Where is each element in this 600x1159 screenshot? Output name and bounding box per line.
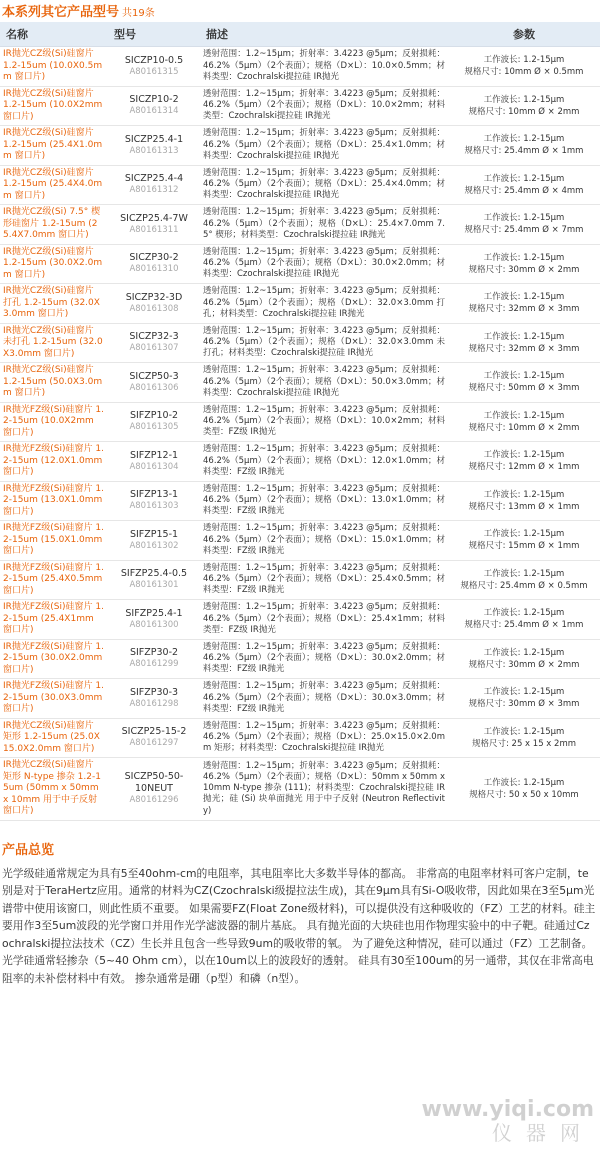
overview-title: 产品总览 (2, 842, 55, 858)
table-row (0, 284, 600, 324)
param-wavelength: 工作波长: 1.2-15μm (483, 410, 565, 421)
product-name-link[interactable]: IR抛光CZ级(Si)硅窗片 矩形 N-type 掺杂 1.2-15um (50mm x 50mm x 10mm 用于中子反射窗口片) (0, 758, 108, 821)
table-row (0, 363, 600, 403)
product-code: A80161298 (129, 698, 179, 709)
product-description: 透射范围：1.2~15μm；折射率：3.4223 @5μm；反射损耗：46.2%（5μm）（2个表面）；规格（D×L）：30.0×2.0mm；材料类型：FZ级 IR抛光 (200, 639, 448, 679)
product-description: 透射范围：1.2~15μm；折射率：3.4223 @5μm；反射损耗：46.2%（5μm）（2个表面）；规格（D×L）：10.0×2mm；材料类型：Czochralski提拉硅 IR抛光 (200, 86, 448, 126)
product-description: 透射范围：1.2~15μm；折射率：3.4223 @5μm；反射损耗：46.2%（5μm）（2个表面）；规格（D×L）：30.0×3.0mm；材料类型：FZ级 IR抛光 (200, 679, 448, 719)
param-size: 规格尺寸: 25.4mm Ø × 7mm (464, 225, 584, 236)
product-name-link[interactable]: IR抛光FZ级(Si)硅窗片 1.2-15um (25.4X0.5mm 窗口片) (0, 560, 108, 600)
product-description: 透射范围：1.2~15μm；折射率：3.4223 @5μm；反射损耗：46.2%（5μm）（2个表面）；规格（D×L）：10.0×2mm；材料类型：FZ级 IR抛光 (200, 402, 448, 442)
param-size: 规格尺寸: 10mm Ø × 0.5mm (464, 67, 584, 78)
watermark-url: www.yiqi.com (421, 1097, 594, 1122)
param-wavelength: 工作波长: 1.2-15μm (483, 726, 565, 737)
product-model: SICZP25-15-2 (121, 726, 187, 738)
param-size: 规格尺寸: 25.4mm Ø × 0.5mm (460, 580, 588, 591)
product-code: A80161299 (129, 659, 179, 670)
product-model-cell (108, 442, 200, 482)
param-wavelength: 工作波长: 1.2-15μm (483, 371, 565, 382)
param-wavelength: 工作波长: 1.2-15μm (483, 213, 565, 224)
overview-header (0, 839, 600, 861)
table-row (0, 86, 600, 126)
product-name-link[interactable]: IR抛光CZ级(Si) 7.5° 楔形硅窗片 1.2-15um (25.4X7.0mm 窗口片) (0, 205, 108, 245)
product-model-cell (108, 560, 200, 600)
product-params-cell (448, 560, 600, 600)
product-code: A80161300 (129, 619, 179, 630)
product-description: 透射范围：1.2~15μm；折射率：3.4223 @5μm；反射损耗：46.2%（5μm）（2个表面）；规格（D×L）：32.0×3.0mm 打孔；材料类型：Czochralski提拉硅 IR抛光 (200, 284, 448, 324)
product-description: 透射范围：1.2~15μm；折射率：3.4223 @5μm；反射损耗：46.2%（5μm）（2个表面）；规格（D×L）：25.0×15.0×2.0mm 矩形；材料类型：Czochralski提拉硅 IR抛光 (200, 718, 448, 758)
param-wavelength: 工作波长: 1.2-15μm (483, 94, 565, 105)
param-wavelength: 工作波长: 1.2-15μm (483, 450, 565, 461)
product-params-cell (448, 679, 600, 719)
param-wavelength: 工作波长: 1.2-15μm (483, 777, 565, 788)
table-row (0, 521, 600, 561)
product-model: SICZP25.4-7W (120, 212, 188, 224)
product-model-cell (108, 758, 200, 821)
product-description: 透射范围：1.2~15μm；折射率：3.4223 @5μm；反射损耗：46.2%（5μm）（2个表面）；规格（D×L）：13.0×1.0mm；材料类型：FZ级 IR抛光 (200, 481, 448, 521)
product-model: SICZP50-50-10NEUT (124, 771, 184, 795)
product-code: A80161314 (129, 106, 179, 117)
param-size: 规格尺寸: 25.4mm Ø × 1mm (464, 146, 584, 157)
product-description: 透射范围：1.2~15μm；折射率：3.4223 @5μm；反射损耗：46.2%（5μm）（2个表面）；规格（D×L）：25.4×1mm；材料类型：FZ级 IR抛光 (200, 600, 448, 640)
product-code: A80161297 (129, 738, 179, 749)
product-code: A80161310 (129, 264, 179, 275)
param-wavelength: 工作波长: 1.2-15μm (483, 687, 565, 698)
table-row (0, 600, 600, 640)
product-code: A80161315 (129, 66, 179, 77)
product-name-link[interactable]: IR抛光FZ级(Si)硅窗片 1.2-15um (30.0X3.0mm 窗口片) (0, 679, 108, 719)
col-desc-header: 描述 (200, 22, 448, 47)
param-wavelength: 工作波长: 1.2-15μm (483, 647, 565, 658)
param-wavelength: 工作波长: 1.2-15μm (483, 331, 565, 342)
product-code: A80161303 (129, 501, 179, 512)
product-name-link[interactable]: IR抛光CZ级(Si)硅窗片 1.2-15um (30.0X2.0mm 窗口片) (0, 244, 108, 284)
product-model: SIFZP25.4-0.5 (120, 568, 188, 580)
product-model-cell (108, 86, 200, 126)
product-model: SIFZP13-1 (129, 489, 179, 501)
table-row (0, 679, 600, 719)
product-model-cell (108, 323, 200, 363)
product-model-cell (108, 205, 200, 245)
product-description: 透射范围：1.2~15μm；折射率：3.4223 @5μm；反射损耗：46.2%（5μm）（2个表面）；规格（D×L）：25.4×7.0mm 7.5° 楔形；材料类型：Czochralski提拉硅 IR抛光 (200, 205, 448, 245)
param-wavelength: 工作波长: 1.2-15μm (483, 489, 565, 500)
product-name-link[interactable]: IR抛光CZ级(Si)硅窗片 1.2-15um (10.0X0.5mm 窗口片) (0, 47, 108, 87)
product-description: 透射范围：1.2~15μm；折射率：3.4223 @5μm；反射损耗：46.2%（5μm）（2个表面）；规格（D×L）：25.4×4.0mm；材料类型：Czochralski提拉硅 IR抛光 (200, 165, 448, 205)
product-params-cell (448, 86, 600, 126)
product-params-cell (448, 718, 600, 758)
product-table (0, 22, 600, 821)
product-name-link[interactable]: IR抛光FZ级(Si)硅窗片 1.2-15um (15.0X1.0mm 窗口片) (0, 521, 108, 561)
product-params-cell (448, 639, 600, 679)
table-header-row (0, 22, 600, 47)
product-description: 透射范围：1.2~15μm；折射率：3.4223 @5μm；反射损耗：46.2%（5μm）（2个表面）；规格（D×L）：25.4×0.5mm；材料类型：FZ级 IR抛光 (200, 560, 448, 600)
table-row (0, 402, 600, 442)
product-name-link[interactable]: IR抛光CZ级(Si)硅窗片 1.2-15um (50.0X3.0mm 窗口片) (0, 363, 108, 403)
product-model: SICZP30-2 (129, 252, 179, 264)
param-wavelength: 工作波长: 1.2-15μm (483, 292, 565, 303)
product-model-cell (108, 165, 200, 205)
product-description: 透射范围：1.2~15μm；折射率：3.4223 @5μm；反射损耗：46.2%（5μm）（2个表面）；规格（D×L）：30.0×2.0mm；材料类型：Czochralski提拉硅 IR抛光 (200, 244, 448, 284)
product-code: A80161307 (129, 343, 179, 354)
product-model: SIFZP30-2 (129, 647, 179, 659)
product-params-cell (448, 600, 600, 640)
product-model: SICZP25.4-1 (124, 133, 184, 145)
product-model-cell (108, 47, 200, 87)
watermark-logo-text: 仪器网 (492, 1121, 594, 1145)
product-params-cell (448, 47, 600, 87)
table-row (0, 244, 600, 284)
product-code: A80161313 (129, 145, 179, 156)
product-params-cell (448, 284, 600, 324)
product-model: SICZP25.4-4 (124, 173, 184, 185)
table-row (0, 126, 600, 166)
product-code: A80161311 (129, 224, 179, 235)
product-model: SICZP10-0.5 (124, 54, 184, 66)
param-size: 规格尺寸: 30mm Ø × 2mm (468, 264, 580, 275)
product-model-cell (108, 481, 200, 521)
table-row (0, 47, 600, 87)
product-name-link[interactable]: IR抛光CZ级(Si)硅窗片 1.2-15um (25.4X4.0mm 窗口片) (0, 165, 108, 205)
table-row (0, 442, 600, 482)
product-params-cell (448, 244, 600, 284)
table-row (0, 758, 600, 821)
table-row (0, 718, 600, 758)
col-params-header: 参数 (448, 22, 600, 47)
product-description: 透射范围：1.2~15μm；折射率：3.4223 @5μm；反射损耗：46.2%（5μm）（2个表面）；规格（D×L）：10.0×0.5mm；材料类型：Czochralski提拉硅 IR抛光 (200, 47, 448, 87)
product-model-cell (108, 402, 200, 442)
product-model: SICZP50-3 (129, 370, 179, 382)
product-params-cell (448, 481, 600, 521)
param-size: 规格尺寸: 32mm Ø × 3mm (468, 343, 580, 354)
param-size: 规格尺寸: 25.4mm Ø × 1mm (464, 620, 584, 631)
product-code: A80161296 (129, 795, 179, 806)
product-name-link[interactable]: IR抛光FZ级(Si)硅窗片 1.2-15um (13.0X1.0mm 窗口片) (0, 481, 108, 521)
product-model-cell (108, 600, 200, 640)
param-size: 规格尺寸: 25 x 15 x 2mm (471, 738, 577, 749)
param-size: 规格尺寸: 15mm Ø × 1mm (468, 541, 580, 552)
table-row (0, 165, 600, 205)
product-params-cell (448, 442, 600, 482)
col-name-header: 名称 (0, 22, 108, 47)
product-name-link[interactable]: IR抛光CZ级(Si)硅窗片 矩形 1.2-15um (25.0X15.0X2.0mm 窗口片) (0, 718, 108, 758)
param-wavelength: 工作波长: 1.2-15μm (483, 134, 565, 145)
product-model-cell (108, 244, 200, 284)
product-model-cell (108, 126, 200, 166)
product-code: A80161305 (129, 422, 179, 433)
table-row (0, 205, 600, 245)
product-params-cell (448, 126, 600, 166)
product-model: SICZP10-2 (129, 94, 179, 106)
param-wavelength: 工作波长: 1.2-15μm (483, 55, 565, 66)
product-model: SICZP32-3D (125, 291, 183, 303)
site-watermark (421, 1099, 594, 1145)
param-size: 规格尺寸: 10mm Ø × 2mm (468, 106, 580, 117)
product-model: SIFZP10-2 (129, 410, 179, 422)
product-code: A80161302 (129, 540, 179, 551)
table-row (0, 639, 600, 679)
product-model: SIFZP25.4-1 (125, 607, 183, 619)
product-name-link[interactable]: IR抛光CZ级(Si)硅窗片 打孔 1.2-15um (32.0X3.0mm 窗口片) (0, 284, 108, 324)
series-count[interactable]: 共19条 (122, 8, 155, 19)
product-name-link[interactable]: IR抛光FZ级(Si)硅窗片 1.2-15um (12.0X1.0mm 窗口片) (0, 442, 108, 482)
product-name-link[interactable]: IR抛光FZ级(Si)硅窗片 1.2-15um (25.4X1mm 窗口片) (0, 600, 108, 640)
product-rows (0, 47, 600, 821)
product-name-link[interactable]: IR抛光FZ级(Si)硅窗片 1.2-15um (30.0X2.0mm 窗口片) (0, 639, 108, 679)
product-name-link[interactable]: IR抛光FZ级(Si)硅窗片 1.2-15um (10.0X2mm 窗口片) (0, 402, 108, 442)
product-model-cell (108, 718, 200, 758)
param-size: 规格尺寸: 50 x 50 x 10mm (469, 789, 579, 800)
product-code: A80161304 (129, 461, 179, 472)
product-model-cell (108, 521, 200, 561)
product-name-link[interactable]: IR抛光CZ级(Si)硅窗片 1.2-15um (25.4X1.0mm 窗口片) (0, 126, 108, 166)
product-description: 透射范围：1.2~15μm；折射率：3.4223 @5μm；反射损耗：46.2%（5μm）（2个表面）；规格（D×L）：50mm x 50mm x 10mm N-type 掺杂 (111)；材料类型：Czochralski提拉硅 IR抛光；硅 (Si) 块单面抛光 用于中子反射 (Neutron Reflectivity) (200, 758, 448, 821)
product-params-cell (448, 521, 600, 561)
table-row (0, 560, 600, 600)
product-params-cell (448, 323, 600, 363)
param-size: 规格尺寸: 30mm Ø × 3mm (468, 699, 580, 710)
product-name-link[interactable]: IR抛光CZ级(Si)硅窗片 未打孔 1.2-15um (32.0X3.0mm 窗口片) (0, 323, 108, 363)
product-description: 透射范围：1.2~15μm；折射率：3.4223 @5μm；反射损耗：46.2%（5μm）（2个表面）；规格（D×L）：25.4×1.0mm；材料类型：Czochralski提拉硅 IR抛光 (200, 126, 448, 166)
product-code: A80161306 (129, 382, 179, 393)
product-params-cell (448, 758, 600, 821)
product-model: SIFZP15-1 (129, 528, 179, 540)
col-model-header: 型号 (108, 22, 200, 47)
table-row (0, 481, 600, 521)
param-size: 规格尺寸: 12mm Ø × 1mm (468, 462, 580, 473)
product-model-cell (108, 639, 200, 679)
product-model: SIFZP12-1 (129, 449, 179, 461)
product-code: A80161301 (129, 580, 179, 591)
product-params-cell (448, 165, 600, 205)
param-wavelength: 工作波长: 1.2-15μm (483, 568, 565, 579)
param-size: 规格尺寸: 25.4mm Ø × 4mm (464, 185, 584, 196)
product-description: 透射范围：1.2~15μm；折射率：3.4223 @5μm；反射损耗：46.2%（5μm）（2个表面）；规格（D×L）：15.0×1.0mm；材料类型：FZ级 IR抛光 (200, 521, 448, 561)
param-wavelength: 工作波长: 1.2-15μm (483, 173, 565, 184)
series-header (0, 0, 600, 22)
product-params-cell (448, 363, 600, 403)
product-model: SIFZP30-3 (129, 686, 179, 698)
overview-text: 光学级硅通常规定为具有5至40ohm-cm的电阻率，其电阻率比大多数半导体的都高。 非常高的电阻率材料可客户定制，te别是对于TeraHertz应用。通常的材料为CZ(Czochralski级提拉法生成)，其在9μm具有Si-O吸收带，因此如果在3至5μm光谱带中使用该窗口，则此性质不重要。 如果需要FZ(Float Zone级材料)，可以提供没有这种吸收的（FZ）工艺的材料。硅主要用作3至5um波段的光学窗口并用作光学滤波器的制片基底。 具有抛光面的大块硅也用作物理实验中的中子靶。硅通过Czochralski提拉法技术（CZ）生长并且包含一些导致9um的吸收带的氧。 为了避免这种情况，硅可以通过（FZ）工艺制备。 光学硅通常轻掺杂（5~40 Ohm cm），以在10um以上的波段好的透射。 硅具有30至100um的另一通带，其仅在非常高电阻率的未补偿材料中有效。 掺杂通常是硼（p型）和磷（n型）。 (2, 866, 596, 985)
product-model: SICZP32-3 (129, 331, 179, 343)
product-model-cell (108, 679, 200, 719)
param-wavelength: 工作波长: 1.2-15μm (483, 529, 565, 540)
product-name-link[interactable]: IR抛光CZ级(Si)硅窗片 1.2-15um (10.0X2mm 窗口片) (0, 86, 108, 126)
product-code: A80161308 (129, 303, 179, 314)
product-params-cell (448, 205, 600, 245)
product-description: 透射范围：1.2~15μm；折射率：3.4223 @5μm；反射损耗：46.2%（5μm）（2个表面）；规格（D×L）：50.0×3.0mm；材料类型：Czochralski提拉硅 IR抛光 (200, 363, 448, 403)
product-description: 透射范围：1.2~15μm；折射率：3.4223 @5μm；反射损耗：46.2%（5μm）（2个表面）；规格（D×L）：32.0×3.0mm 未打孔；材料类型：Czochralski提拉硅 IR抛光 (200, 323, 448, 363)
param-size: 规格尺寸: 10mm Ø × 2mm (468, 422, 580, 433)
param-size: 规格尺寸: 13mm Ø × 1mm (468, 501, 580, 512)
series-title: 本系列其它产品型号 (2, 5, 120, 20)
product-code: A80161312 (129, 185, 179, 196)
param-size: 规格尺寸: 50mm Ø × 3mm (468, 383, 580, 394)
product-description: 透射范围：1.2~15μm；折射率：3.4223 @5μm；反射损耗：46.2%（5μm）（2个表面）；规格（D×L）：12.0×1.0mm；材料类型：FZ级 IR抛光 (200, 442, 448, 482)
product-model-cell (108, 363, 200, 403)
param-wavelength: 工作波长: 1.2-15μm (483, 252, 565, 263)
param-size: 规格尺寸: 30mm Ø × 2mm (468, 659, 580, 670)
param-size: 规格尺寸: 32mm Ø × 3mm (468, 304, 580, 315)
product-model-cell (108, 284, 200, 324)
product-params-cell (448, 402, 600, 442)
param-wavelength: 工作波长: 1.2-15μm (483, 608, 565, 619)
table-row (0, 323, 600, 363)
